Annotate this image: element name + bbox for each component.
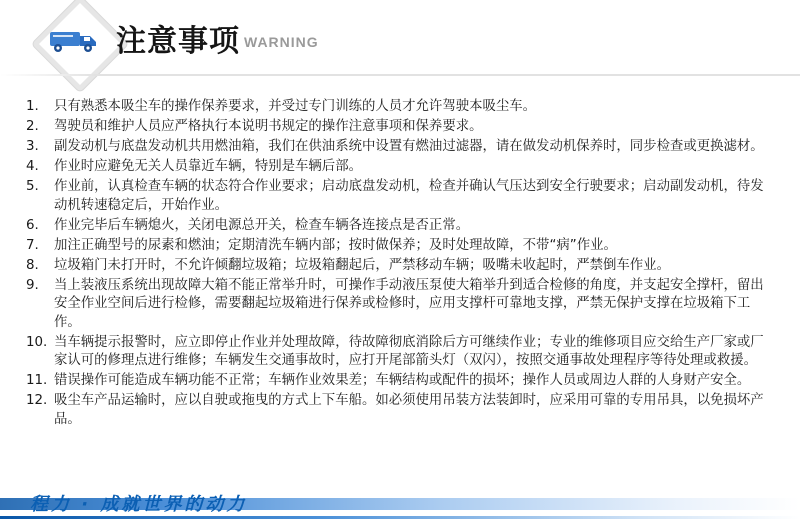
list-item	[26, 372, 766, 391]
list-item-number: 6.	[26, 217, 39, 233]
list-item-number: 9.	[26, 277, 39, 293]
list-item	[26, 118, 766, 137]
list-item-text: 只有熟悉本吸尘车的操作保养要求，并受过专门训练的人员才允许驾驶本吸尘车。	[54, 99, 537, 114]
list-item-text: 当上装液压系统出现故障大箱不能正常举升时，可操作手动液压泵使大箱举升到适合检修的角度，并支起安全撑杆，留出安全作业空间后进行检修，需要翻起垃圾箱进行保养或检修时，应用支撑杆可靠地支撑，严禁无保护支撑在垃圾箱下工作。	[54, 277, 764, 330]
list-item	[26, 98, 766, 117]
list-item-text: 当车辆提示报警时，应立即停止作业并处理故障，待故障彻底消除后方可继续作业；专业的维修项目应交给生产厂家或厂家认可的修理点进行维修；车辆发生交通事故时，应打开尾部箭头灯（双闪），按照交通事故处理程序等待处理或救援。	[54, 334, 764, 368]
list-item	[26, 138, 766, 157]
list-item	[26, 392, 766, 429]
list-item	[26, 277, 766, 333]
header-divider	[0, 74, 800, 76]
list-item-text: 吸尘车产品运输时，应以自驶或拖曳的方式上下车船。如必须使用吊装方法装卸时，应采用可靠的专用吊具，以免损坏产品。	[54, 393, 764, 427]
list-item-number: 8.	[26, 257, 39, 273]
list-item-text: 作业完毕后车辆熄火，关闭电源总开关，检查车辆各连接点是否正常。	[54, 217, 470, 233]
list-item-number: 7.	[26, 237, 39, 253]
list-item-text: 加注正确型号的尿素和燃油；定期清洗车辆内部；按时做保养；及时处理故障，不带“病”作业。	[54, 237, 617, 253]
list-item	[26, 334, 766, 371]
page-header	[0, 0, 800, 80]
list-item-text: 错误操作可能造成车辆功能不正常；车辆作业效果差；车辆结构或配件的损坏；操作人员或周边人群的人身财产安全。	[54, 373, 751, 388]
footer-underline	[0, 516, 800, 519]
list-item	[26, 178, 766, 215]
list-item	[26, 217, 766, 236]
list-item-text: 垃圾箱门未打开时，不允许倾翻垃圾箱；垃圾箱翻起后，严禁移动车辆；吸嘴未收起时，严禁倒车作业。	[54, 257, 670, 273]
list-item-number: 10.	[26, 334, 48, 350]
list-item-number: 11.	[26, 373, 48, 388]
list-item-text: 作业时应避免无关人员靠近车辆，特别是车辆后部。	[54, 159, 362, 174]
list-item-text: 作业前，认真检查车辆的状态符合作业要求；启动底盘发动机，检查并确认气压达到安全行驶要求；启动副发动机，待发动机转速稳定后，开始作业。	[54, 179, 764, 213]
notice-list	[26, 98, 766, 431]
list-item-number: 12.	[26, 393, 48, 408]
list-item-number: 2.	[26, 119, 39, 134]
list-item-number: 5.	[26, 179, 39, 194]
list-item-text: 驾驶员和维护人员应严格执行本说明书规定的操作注意事项和保养要求。	[54, 119, 483, 134]
list-item-number: 3.	[26, 139, 39, 154]
footer-slogan: 程力 · 成就世界的动力	[30, 494, 248, 515]
list-item-number: 1.	[26, 99, 39, 114]
list-item-text: 副发动机与底盘发动机共用燃油箱，我们在供油系统中设置有燃油过滤器，请在做发动机保养时，同步检查或更换滤材。	[54, 139, 764, 154]
list-item	[26, 257, 766, 276]
sweeper-truck-icon	[44, 18, 106, 58]
page-title: 注意事项	[116, 24, 240, 59]
page-subtitle: WARNING	[244, 34, 319, 50]
list-item-number: 4.	[26, 159, 39, 174]
list-item	[26, 158, 766, 177]
list-item	[26, 237, 766, 256]
page-footer	[0, 486, 800, 528]
